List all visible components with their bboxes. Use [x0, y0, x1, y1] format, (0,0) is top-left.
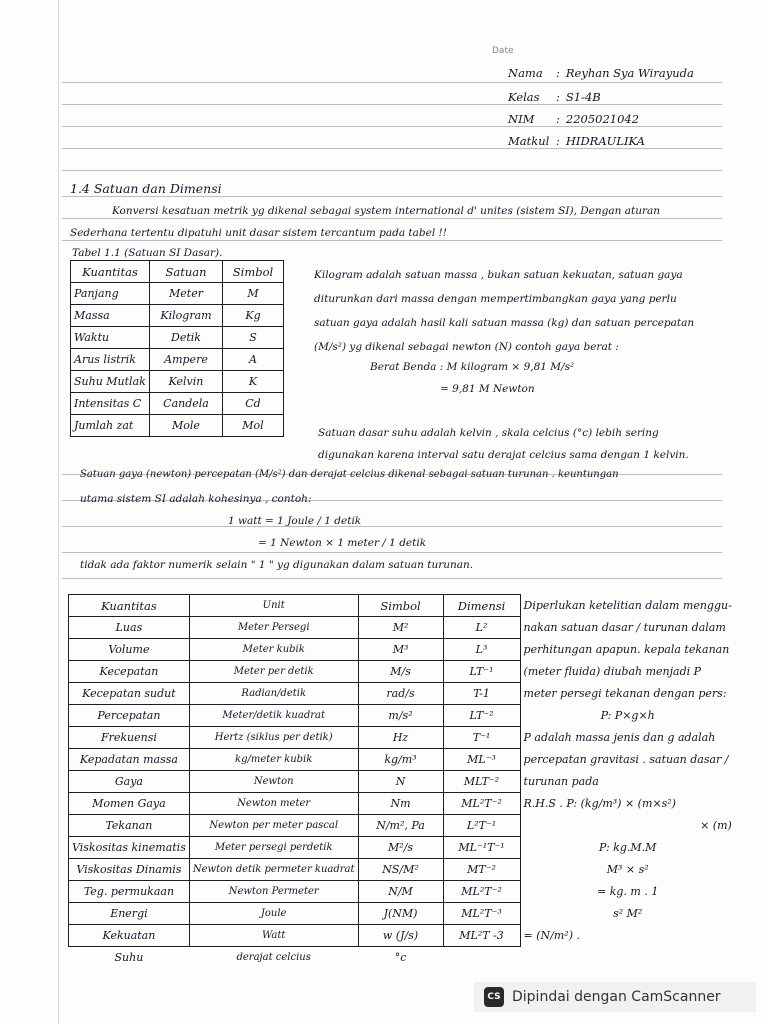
note-cell: P adalah massa jenis dan g adalah — [523, 731, 716, 744]
table-cell: Viskositas Dinamis — [69, 859, 190, 881]
intro-line-2: Sederhana tertentu dipatuhi unit dasar sistem tercantum pada tabel !! — [70, 227, 447, 239]
table-cell: L³ — [443, 639, 520, 661]
note-cell: P: P×g×h — [600, 709, 655, 722]
table-cell: Luas — [69, 617, 190, 639]
matkul-value: HIDRAULIKA — [565, 134, 645, 148]
ruled-line — [62, 82, 722, 83]
table-cell: ML⁻¹T⁻¹ — [443, 837, 520, 859]
table-row — [71, 393, 284, 415]
note-line: diturunkan dari massa dengan mempertimbangkan gaya yang perlu — [314, 293, 677, 305]
table-cell: Mol — [223, 415, 284, 437]
note-cell: meter persegi tekanan dengan pers: — [523, 687, 727, 700]
table-cell: J(NM) — [358, 903, 443, 925]
table-header-row — [69, 595, 736, 617]
table-cell: rad/s — [358, 683, 443, 705]
col-kuantitas: Kuantitas — [69, 595, 190, 617]
table-cell: MLT⁻² — [443, 771, 520, 793]
table-cell: Meter — [150, 283, 223, 305]
note-cell: R.H.S . P: (kg/m³) × (m×s²) — [523, 797, 676, 810]
table-row — [69, 771, 736, 793]
table-cell: Kecepatan sudut — [69, 683, 190, 705]
note-line: Kilogram adalah satuan massa , bukan satuan kekuatan, satuan gaya — [314, 269, 683, 281]
table-row — [69, 947, 736, 969]
table-row — [69, 639, 736, 661]
table-cell: LT⁻² — [443, 705, 520, 727]
nim-label: NIM — [508, 112, 535, 126]
table-cell: Nm — [358, 793, 443, 815]
para-line: Satuan gaya (newton) percepatan (M/s²) dan derajat celcius dikenal sebagai satuan turunan . keuntungan — [80, 469, 619, 480]
table-cell: A — [223, 349, 284, 371]
table-cell: Meter persegi perdetik — [189, 837, 358, 859]
table-cell: Joule — [189, 903, 358, 925]
nama-value: Reyhan Sya Wirayuda — [565, 66, 694, 80]
table-row — [69, 837, 736, 859]
table-row — [71, 283, 284, 305]
table-row — [69, 925, 736, 947]
table-cell: LT⁻¹ — [443, 661, 520, 683]
table-row — [71, 327, 284, 349]
ruled-line — [62, 170, 722, 171]
table-cell — [443, 947, 520, 969]
margin-line — [58, 0, 59, 1024]
table-cell: Meter kubik — [189, 639, 358, 661]
table-cell: Meter Persegi — [189, 617, 358, 639]
table-cell: Meter/detik kuadrat — [189, 705, 358, 727]
kelas-label: Kelas — [508, 90, 540, 104]
table-row — [71, 371, 284, 393]
table-cell: w (J/s) — [358, 925, 443, 947]
table-cell: S — [223, 327, 284, 349]
table-row — [69, 727, 736, 749]
note-cell: perhitungan apapun. kepala tekanan — [523, 643, 730, 656]
ruled-line — [62, 552, 722, 553]
table-cell: Arus listrik — [71, 349, 150, 371]
watermark-text: Dipindai dengan CamScanner — [512, 989, 721, 1005]
table-header-row — [71, 261, 284, 283]
table-cell: Kekuatan — [69, 925, 190, 947]
table-cell: ML²T⁻² — [443, 793, 520, 815]
para-line: Satuan dasar suhu adalah kelvin , skala celcius (°c) lebih sering — [318, 427, 659, 439]
table-row — [69, 793, 736, 815]
table-cell: m/s² — [358, 705, 443, 727]
table-cell: Newton per meter pascal — [189, 815, 358, 837]
table-cell: Hz — [358, 727, 443, 749]
note-cell: (meter fluida) diubah menjadi P — [523, 665, 702, 678]
table-cell: N — [358, 771, 443, 793]
table-cell: Massa — [71, 305, 150, 327]
table-cell: Volume — [69, 639, 190, 661]
table-cell: Percepatan — [69, 705, 190, 727]
table-cell: Mole — [150, 415, 223, 437]
note-line: satuan gaya adalah hasil kali satuan massa (kg) dan satuan percepatan — [314, 317, 695, 329]
camscanner-watermark — [474, 982, 756, 1012]
note-cell — [520, 947, 735, 969]
note-cell: × (m) — [700, 819, 732, 832]
table-cell: T⁻¹ — [443, 727, 520, 749]
nim-value: 2205021042 — [565, 112, 640, 126]
table-cell: Kelvin — [150, 371, 223, 393]
table-cell: Detik — [150, 327, 223, 349]
table-cell: Energi — [69, 903, 190, 925]
table-cell: M/s — [358, 661, 443, 683]
table-cell: Newton — [189, 771, 358, 793]
note-cell: nakan satuan dasar / turunan dalam — [523, 621, 726, 634]
col-simbol: Simbol — [223, 261, 284, 283]
intro-line-1: Konversi kesatuan metrik yg dikenal sebagai system international d' unites (sistem SI), Dengan aturan — [112, 205, 661, 217]
table-cell: Meter per detik — [189, 661, 358, 683]
col-dimensi: Dimensi — [443, 595, 520, 617]
table-row — [69, 881, 736, 903]
table-cell: ML²T⁻² — [443, 881, 520, 903]
col-unit: Unit — [189, 595, 358, 617]
table-cell: ML⁻³ — [443, 749, 520, 771]
col-simbol: Simbol — [358, 595, 443, 617]
note-cell: percepatan gravitasi . satuan dasar / — [523, 753, 729, 766]
table-cell: Panjang — [71, 283, 150, 305]
kelas-value: S1-4B — [565, 90, 601, 104]
note-line: = 9,81 M Newton — [440, 383, 535, 395]
table-cell: Kg — [223, 305, 284, 327]
table-cell: NS/M² — [358, 859, 443, 881]
table-cell: L² — [443, 617, 520, 639]
table-cell: K — [223, 371, 284, 393]
table-cell: Kecepatan — [69, 661, 190, 683]
table-cell: Viskositas kinematis — [69, 837, 190, 859]
table-row — [69, 683, 736, 705]
table-si-dasar — [70, 260, 284, 437]
table-satuan-turunan — [68, 594, 736, 968]
table-row — [71, 349, 284, 371]
table-cell: Radian/detik — [189, 683, 358, 705]
ruled-line — [62, 126, 722, 127]
table-cell: kg/meter kubik — [189, 749, 358, 771]
ruled-line — [62, 578, 722, 579]
para-line: digunakan karena interval satu derajat celcius sama dengan 1 kelvin. — [318, 449, 689, 461]
table-cell: Newton detik permeter kuadrat — [189, 859, 358, 881]
ruled-line — [62, 240, 722, 241]
note-cell: M³ × s² — [606, 863, 649, 876]
note-line: (M/s²) yg dikenal sebagai newton (N) contoh gaya berat : — [314, 341, 619, 353]
table-row — [71, 415, 284, 437]
table-cell: Newton meter — [189, 793, 358, 815]
table-cell: Waktu — [71, 327, 150, 349]
table-cell: Kilogram — [150, 305, 223, 327]
table-cell: Cd — [223, 393, 284, 415]
note-cell: = kg. m . 1 — [597, 885, 659, 898]
table-cell: MT⁻² — [443, 859, 520, 881]
para-line: 1 watt = 1 Joule / 1 detik — [228, 515, 362, 527]
table-cell: Kepadatan massa — [69, 749, 190, 771]
para-line: tidak ada faktor numerik selain " 1 " yg digunakan dalam satuan turunan. — [80, 559, 474, 571]
table-row — [69, 705, 736, 727]
table-cell: Suhu — [114, 951, 144, 964]
table-row — [69, 903, 736, 925]
table-row — [69, 617, 736, 639]
table-cell: L²T⁻¹ — [443, 815, 520, 837]
ruled-line — [62, 104, 722, 105]
note-cell: s² M² — [613, 907, 643, 920]
note-line: Berat Benda : M kilogram × 9,81 M/s² — [370, 361, 575, 373]
table-cell: Momen Gaya — [69, 793, 190, 815]
info-kelas: Kelas : S1-4B — [508, 90, 601, 104]
ruled-line — [62, 218, 722, 219]
table-cell: N/m², Pa — [358, 815, 443, 837]
table-cell: derajat celcius — [236, 952, 311, 963]
table-cell: °c — [394, 951, 407, 964]
table-cell: T-1 — [443, 683, 520, 705]
table1-caption: Tabel 1.1 (Satuan SI Dasar). — [72, 247, 223, 259]
ruled-line — [62, 148, 722, 149]
note-cell: Diperlukan ketelitian dalam menggu- — [523, 599, 732, 612]
table-cell: Candela — [150, 393, 223, 415]
ruled-line — [62, 196, 722, 197]
table-cell: Teg. permukaan — [69, 881, 190, 903]
info-nama: Nama : Reyhan Sya Wirayuda — [508, 66, 694, 80]
info-nim: NIM : 2205021042 — [508, 112, 640, 126]
table-cell: M² — [358, 617, 443, 639]
table-cell: Jumlah zat — [71, 415, 150, 437]
table-cell: N/M — [358, 881, 443, 903]
table-cell: Suhu Mutlak — [71, 371, 150, 393]
table-cell: kg/m³ — [358, 749, 443, 771]
table-cell: M — [223, 283, 284, 305]
col-satuan: Satuan — [150, 261, 223, 283]
nama-label: Nama — [508, 66, 543, 80]
table-cell: Frekuensi — [69, 727, 190, 749]
section-title: 1.4 Satuan dan Dimensi — [70, 181, 222, 196]
table-cell: Tekanan — [69, 815, 190, 837]
table-cell: Ampere — [150, 349, 223, 371]
para-line: = 1 Newton × 1 meter / 1 detik — [258, 537, 427, 549]
table-cell: Newton Permeter — [189, 881, 358, 903]
note-cell: = (N/m²) . — [523, 929, 580, 942]
para-line: utama sistem SI adalah kohesinya , contoh: — [80, 493, 312, 505]
table-row — [69, 749, 736, 771]
table-cell: M³ — [358, 639, 443, 661]
camscanner-logo-icon: CS — [484, 987, 504, 1007]
note-cell: P: kg.M.M — [598, 841, 657, 854]
matkul-label: Matkul — [508, 134, 550, 148]
table-row — [69, 661, 736, 683]
ruled-line — [62, 526, 722, 527]
date-label: Date — [492, 46, 514, 56]
note-cell: turunan pada — [523, 775, 599, 788]
table-cell: Hertz (siklus per detik) — [189, 727, 358, 749]
table-cell: ML²T -3 — [443, 925, 520, 947]
table-cell: Watt — [189, 925, 358, 947]
table-row — [69, 815, 736, 837]
table-row — [69, 859, 736, 881]
table-cell: Intensitas C — [71, 393, 150, 415]
table-cell: M²/s — [358, 837, 443, 859]
table-cell: ML²T⁻³ — [443, 903, 520, 925]
col-kuantitas: Kuantitas — [71, 261, 150, 283]
table-row — [71, 305, 284, 327]
info-matkul: Matkul : HIDRAULIKA — [508, 134, 645, 148]
table-cell: Gaya — [69, 771, 190, 793]
